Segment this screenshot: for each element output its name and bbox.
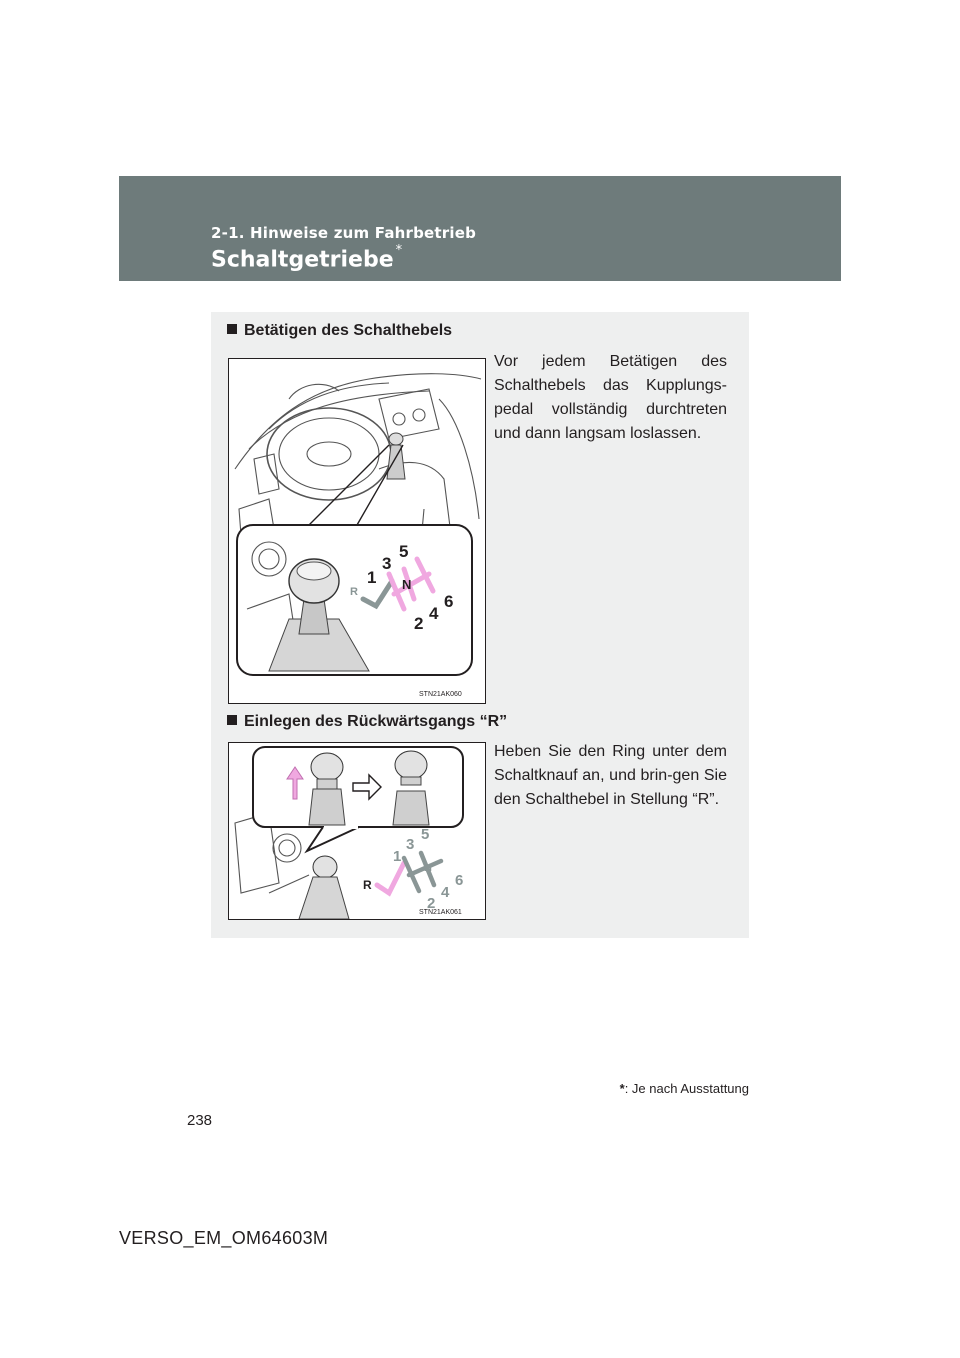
- footnote-text: : Je nach Ausstattung: [624, 1081, 749, 1096]
- gear-label-r: R: [363, 878, 372, 892]
- gear-label-5: 5: [421, 826, 430, 843]
- gear-label-1: 1: [393, 848, 402, 865]
- gear-label-3: 3: [382, 554, 392, 573]
- footnote: [620, 1081, 749, 1096]
- shift-lever-illustration: [229, 359, 485, 703]
- gear-label-n: N: [402, 577, 412, 592]
- footnote-asterisk: *: [619, 1081, 625, 1096]
- gear-label-2: 2: [414, 614, 424, 633]
- content-panel: [211, 312, 749, 938]
- square-bullet-icon: [227, 715, 237, 725]
- gear-label-3: 3: [406, 836, 415, 853]
- page-header: [119, 176, 841, 281]
- body-text-reverse-gear: Heben Sie den Ring unter dem Schaltknauf an, und brin-gen Sie den Schalthebel in Stellung “R”.: [494, 743, 727, 808]
- gear-label-4: 4: [441, 884, 450, 901]
- document-code: VERSO_EM_OM64603M: [119, 1228, 329, 1248]
- gear-label-6: 6: [444, 592, 454, 611]
- gear-label-1: 1: [367, 568, 377, 587]
- body-text-shift-operation: Vor jedem Betätigen des Schalthebels das Kupplungs-pedal vollständig durchtreten und dann langsam loslassen.: [494, 353, 727, 442]
- heading-shift-operation: [227, 322, 452, 340]
- figure-shift-lever: [228, 358, 486, 704]
- gear-label-r: R: [350, 586, 358, 598]
- page-title-text: Schaltgetriebe: [211, 247, 394, 273]
- title-asterisk: *: [395, 243, 403, 258]
- gear-label-5: 5: [399, 542, 409, 561]
- gear-label-6: 6: [455, 872, 464, 889]
- figure-code: STN21AK060: [419, 691, 462, 698]
- heading-text: Einlegen des Rückwärtsgangs “R”: [244, 713, 508, 730]
- reverse-gear-illustration: [229, 743, 485, 919]
- heading-reverse-gear: [227, 713, 507, 731]
- figure-code: STN21AK061: [419, 909, 462, 916]
- square-bullet-icon: [227, 324, 237, 334]
- gear-label-2: 2: [427, 895, 436, 912]
- section-label: 2-1. Hinweise zum Fahrbetrieb: [211, 224, 477, 242]
- heading-text: Betätigen des Schalthebels: [244, 322, 453, 339]
- gear-label-n: N: [424, 862, 432, 874]
- page-title: [211, 243, 403, 273]
- page-number: 238: [187, 1112, 213, 1129]
- gear-label-4: 4: [429, 604, 439, 623]
- figure-reverse-gear: [228, 742, 486, 920]
- callout-lines: [309, 445, 403, 525]
